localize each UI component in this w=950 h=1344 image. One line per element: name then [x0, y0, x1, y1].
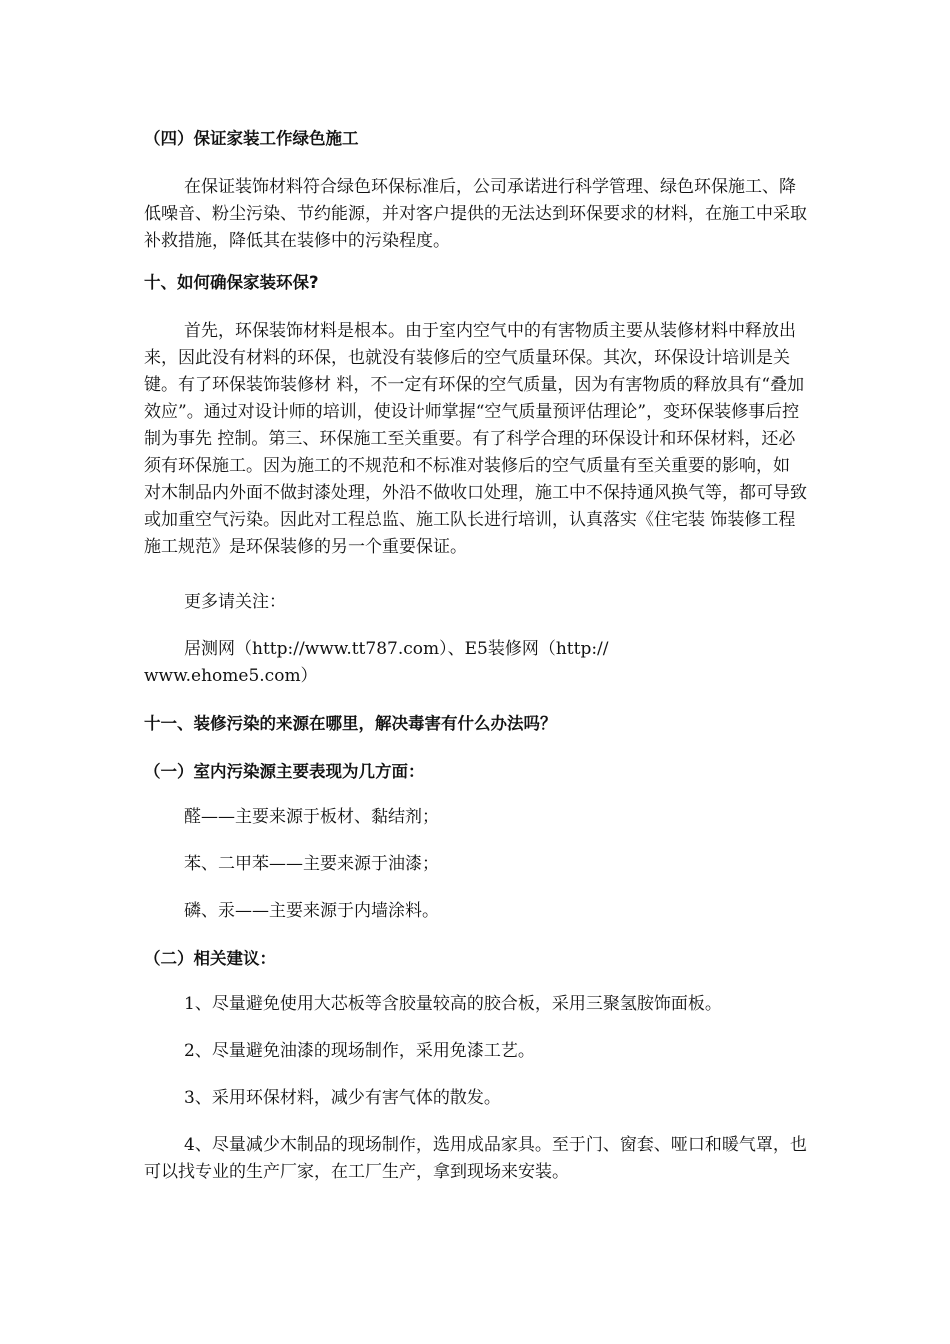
question-10-paragraph: 首先，环保装饰材料是根本。由于室内空气中的有害物质主要从装修材料中释放出来，因此没有材料的环保，也就没有装修后的空气质量环保。其次，环保设计培训是关键。有了环保装饰装修材 料，不一定有环保的空气质量，因为有害物质的释放具有“叠加效应”。通过对设计师的培训，使设计师掌握“空气质量预评估理论”，变环保装修事后控制为事先 控制。第三、环保施工至关重要。有了科学合理的环保设计和环保材料，还必须有环保施工。因为施工的不规范和不标准对装修后的空气质量有至关重要的影响，如 对木制品内外面不做封漆处理，外沿不做收口处理，施工中不保持通风换气等，都可导致或加重空气污染。因此对工程总监、施工队长进行培训，认真落实《住宅装 饰装修工程施工规范》是环保装修的另一个重要保证。 [144, 321, 807, 557]
links-line-1: 居测网（http://www.tt787.com）、E5装修网（http:// [184, 639, 609, 659]
source-benzene: 苯、二甲苯——主要来源于油漆； [184, 854, 439, 874]
more-info-label: 更多请关注： [184, 592, 286, 612]
suggestions-heading: （二）相关建议： [144, 949, 276, 968]
links-paragraph [144, 636, 808, 690]
suggestion-3: 3、采用环保材料，减少有害气体的散发。 [184, 1088, 501, 1108]
question-10-heading: 十、如何确保家装环保? [144, 273, 319, 292]
source-phosphorus: 磷、汞——主要来源于内墙涂料。 [184, 901, 439, 921]
section-4-heading: （四）保证家装工作绿色施工 [144, 129, 359, 148]
links-line-2: www.ehome5.com） [144, 666, 318, 686]
section-4-paragraph: 在保证装饰材料符合绿色环保标准后，公司承诺进行科学管理、绿色环保施工、降低噪音、粉尘污染、节约能源，并对客户提供的无法达到环保要求的材料，在施工中采取补救措施，降低其在装修中的污染程度。 [144, 177, 807, 251]
source-formaldehyde: 醛——主要来源于板材、黏结剂； [184, 807, 439, 827]
suggestion-2: 2、尽量避免油漆的现场制作，采用免漆工艺。 [184, 1041, 535, 1061]
pollution-sources-heading: （一）室内污染源主要表现为几方面： [144, 762, 425, 781]
suggestion-1: 1、尽量避免使用大芯板等含胶量较高的胶合板，采用三聚氢胺饰面板。 [184, 994, 722, 1014]
suggestion-4: 4、尽量减少木制品的现场制作，选用成品家具。至于门、窗套、哑口和暖气罩，也可以找专业的生产厂家，在工厂生产，拿到现场来安装。 [144, 1135, 807, 1182]
question-11-heading: 十一、装修污染的来源在哪里，解决毒害有什么办法吗？ [144, 714, 557, 733]
